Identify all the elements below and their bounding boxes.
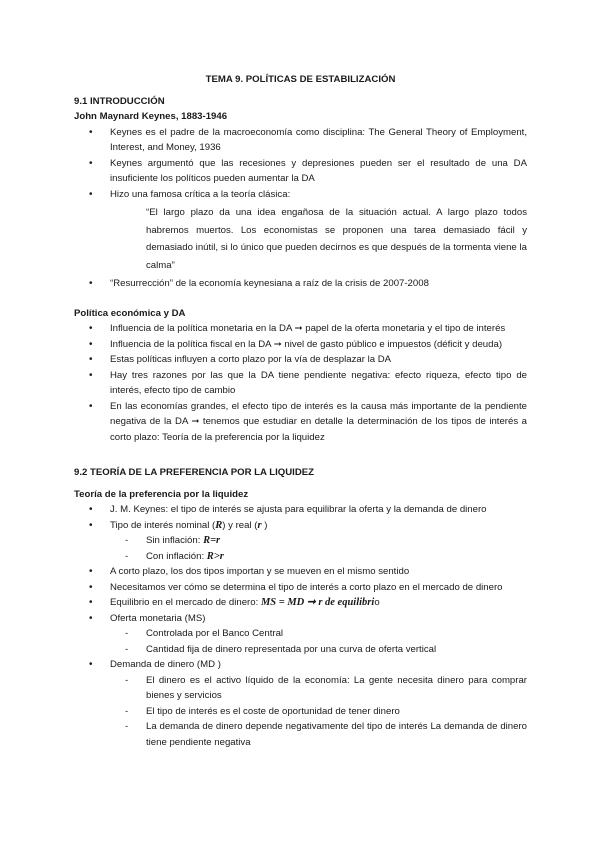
- math-formula: R>r: [206, 550, 224, 562]
- list-item: • Influencia de la política fiscal en la DA ➞ nivel de gasto público e impuestos (déficit y deuda): [74, 337, 527, 353]
- sublist-text: Con inflación:: [146, 550, 207, 562]
- sublist-item: [110, 533, 527, 549]
- list-item: • Necesitamos ver cómo se determina el tipo de interés a corto plazo en el mercado de dinero: [74, 580, 527, 596]
- sublist-item: - Controlada por el Banco Central: [110, 626, 527, 642]
- inflation-sublist: [110, 533, 527, 564]
- list-item: [74, 611, 527, 658]
- list-item: • Keynes argumentó que las recesiones y depresiones pueden ser el resultado de una DA insuficiente los políticos pueden aumentar la DA: [74, 156, 527, 187]
- list-item-text: Demanda de dinero (MD ): [110, 659, 221, 670]
- math-r: r: [257, 519, 262, 531]
- text-fragment: ) y real (: [222, 519, 258, 531]
- sublist-item: - La demanda de dinero depende negativamente del tipo de interés La demanda de dinero tiene pendiente negativa: [110, 719, 527, 750]
- list-item: [74, 187, 527, 275]
- subheading-keynes: John Maynard Keynes, 1883-1946: [74, 111, 228, 122]
- keynes-list: [74, 125, 527, 292]
- list-item: [74, 595, 527, 611]
- list-item: • Influencia de la política monetaria en la DA ➞ papel de la oferta monetaria y el tipo de interés: [74, 321, 527, 337]
- page-title: TEMA 9. POLÍTICAS DE ESTABILIZACIÓN: [205, 74, 396, 85]
- list-item: • Keynes es el padre de la macroeconomía como disciplina: The General Theory of Employment, Interest, and Money, 1936: [74, 125, 527, 156]
- oferta-sublist: [110, 626, 527, 657]
- subheading-teoria-preferencia: Teoría de la preferencia por la liquidez: [74, 488, 249, 500]
- text-fragment: ): [261, 519, 268, 531]
- list-item: • A corto plazo, los dos tipos importan y se mueven en el mismo sentido: [74, 564, 527, 580]
- list-item: [74, 518, 527, 565]
- keynes-quote: “El largo plazo da una idea engañosa de la situación actual. A largo plazo todos habremos muertos. Los economistas se proponen una tarea demasiado fácil y demasiado inútil, si lo único que pueden decirnos es que después de la tormenta viene la calma”: [146, 207, 527, 271]
- list-item-text: Equilibrio en el mercado de dinero:: [110, 597, 261, 608]
- list-item: [74, 657, 527, 750]
- sublist-item: - Cantidad fija de dinero representada por una curva de oferta vertical: [110, 642, 527, 658]
- math-equilibrium: MS = MD ➞ r de equilibri: [260, 597, 375, 608]
- list-item: • En las economías grandes, el efecto tipo de interés es la causa más importante de la pendiente negativa de la DA ➞ tenemos que estudiar en detalle la determinación de los tipos de interés a corto plazo: Teoría de la preferencia por la liquidez: [74, 399, 527, 446]
- subheading-politica-economica: Política económica y DA: [74, 307, 186, 319]
- sublist-item: - El dinero es el activo líquido de la economía: La gente necesita dinero para comprar bienes y servicios: [110, 673, 527, 704]
- sublist-text: Sin inflación:: [146, 535, 204, 546]
- list-item: • J. M. Keynes: el tipo de interés se ajusta para equilibrar la oferta y la demanda de dinero: [74, 502, 527, 518]
- sublist-item: [110, 549, 527, 565]
- math-formula: R=r: [203, 535, 221, 546]
- list-item-text: Oferta monetaria (MS): [110, 612, 206, 624]
- sublist-item: - El tipo de interés es el coste de oportunidad de tener dinero: [110, 704, 527, 720]
- text-fragment: Tipo de interés nominal (: [110, 519, 216, 531]
- list-item: • Hay tres razones por las que la DA tiene pendiente negativa: efecto riqueza, efecto tipo de interés, efecto tipo de cambio: [74, 368, 527, 399]
- politica-list: [74, 321, 527, 445]
- section-heading-preferencia-liquidez: 9.2 TEORÍA DE LA PREFERENCIA POR LA LIQUIDEZ: [74, 467, 315, 478]
- section-heading-introduccion: 9.1 INTRODUCCIÓN: [74, 95, 165, 107]
- text-fragment: o: [374, 597, 380, 608]
- list-item: • “Resurrección” de la economía keynesiana a raíz de la crisis de 2007-2008: [74, 276, 527, 292]
- list-item-text: Hizo una famosa crítica a la teoría clásica:: [110, 188, 291, 200]
- demanda-sublist: [110, 673, 527, 751]
- list-item: • Estas políticas influyen a corto plazo por la vía de desplazar la DA: [74, 352, 527, 368]
- liquidez-list: [74, 502, 527, 750]
- math-R: R: [215, 519, 223, 531]
